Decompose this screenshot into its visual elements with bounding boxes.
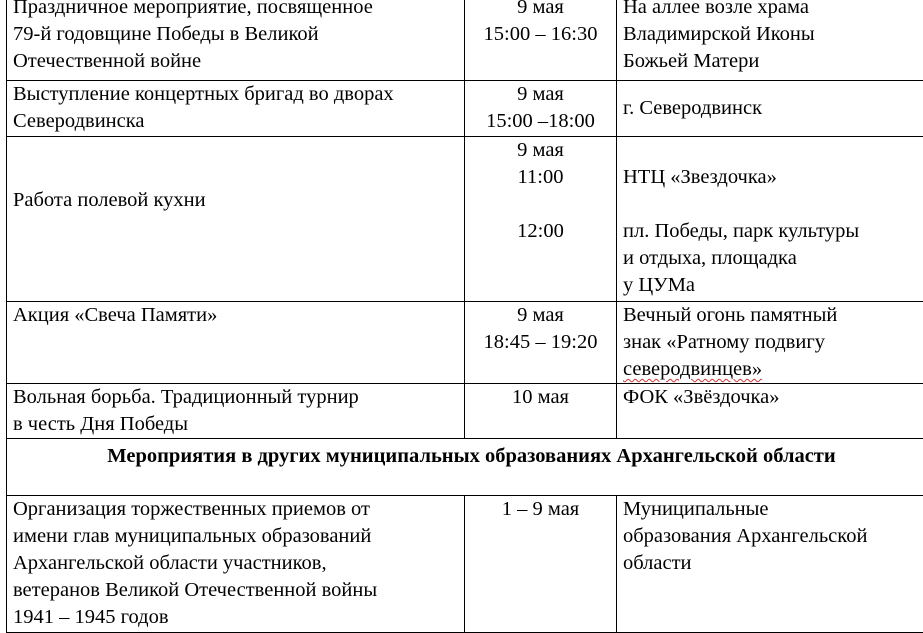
- table-row: [7, 81, 923, 137]
- event-cell: [7, 81, 465, 137]
- section-heading: [7, 439, 923, 496]
- event-line: Отечественной войне: [13, 48, 458, 75]
- event-cell: [7, 496, 465, 633]
- event-cell: [7, 137, 465, 302]
- place-line: у ЦУМа: [623, 272, 923, 299]
- date-line: 9 мая: [471, 81, 610, 108]
- event-line: имени глав муниципальных образований: [13, 523, 458, 550]
- event-cell: [7, 0, 465, 81]
- date-cell: [465, 496, 617, 633]
- date-cell: [465, 137, 617, 302]
- events-table: [6, 0, 923, 633]
- place-line: пл. Победы, парк культуры: [623, 218, 923, 245]
- place-line: знак «Ратному подвигу: [623, 329, 923, 356]
- date-cell: [465, 81, 617, 137]
- event-cell: [7, 302, 465, 384]
- place-line: и отдыха, площадка: [623, 245, 923, 272]
- section-heading-text: Мероприятия в других муниципальных образованиях Архангельской области: [13, 439, 923, 470]
- event-line: Архангельской области участников,: [13, 550, 458, 577]
- date-cell: [465, 0, 617, 81]
- place-line: г. Северодвинск: [623, 95, 923, 122]
- table-row: [7, 384, 923, 439]
- spacer: [623, 191, 923, 218]
- date-line: 1 – 9 мая: [471, 496, 610, 523]
- event-line: в честь Дня Победы: [13, 411, 458, 438]
- date-line: 9 мая: [471, 302, 610, 329]
- time-line: 12:00: [471, 218, 610, 245]
- place-cell: [617, 496, 923, 633]
- place-line: Вечный огонь памятный: [623, 302, 923, 329]
- place-line: НТЦ «Звездочка»: [623, 164, 923, 191]
- event-line: 1941 – 1945 годов: [13, 604, 458, 631]
- place-line: Владимирской Иконы: [623, 21, 923, 48]
- place-line: области: [623, 550, 923, 577]
- table-row: [7, 302, 923, 384]
- place-cell: [617, 137, 923, 302]
- time-line: 18:45 – 19:20: [471, 329, 610, 356]
- event-line: Праздничное мероприятие, посвященное: [13, 0, 458, 21]
- event-line: ветеранов Великой Отечественной войны: [13, 577, 458, 604]
- place-line: Божьей Матери: [623, 48, 923, 75]
- event-line: Северодвинска: [13, 108, 458, 135]
- date-line: 9 мая: [471, 0, 610, 21]
- event-line: Вольная борьба. Традиционный турнир: [13, 384, 458, 411]
- date-line: 9 мая: [471, 137, 610, 164]
- place-line: северодвинцев»: [623, 356, 923, 383]
- place-cell: [617, 81, 923, 137]
- spacer: [471, 191, 610, 218]
- date-line: 10 мая: [471, 384, 610, 411]
- place-cell: [617, 384, 923, 439]
- event-cell: [7, 384, 465, 439]
- table-row: [7, 0, 923, 81]
- spacer: [623, 137, 923, 164]
- time-line: 11:00: [471, 164, 610, 191]
- section-row: [7, 439, 923, 496]
- date-cell: [465, 302, 617, 384]
- time-line: 15:00 – 16:30: [471, 21, 610, 48]
- place-line: Муниципальные: [623, 496, 923, 523]
- date-cell: [465, 384, 617, 439]
- table-row: [7, 137, 923, 302]
- place-cell: [617, 0, 923, 81]
- place-line: На аллее возле храма: [623, 0, 923, 21]
- event-line: 79-й годовщине Победы в Великой: [13, 21, 458, 48]
- place-line: ФОК «Звёздочка»: [623, 384, 923, 411]
- event-line: Акция «Свеча Памяти»: [13, 302, 458, 329]
- event-line: Организация торжественных приемов от: [13, 496, 458, 523]
- place-cell: [617, 302, 923, 384]
- table-row: [7, 496, 923, 633]
- event-line: Выступление концертных бригад во дворах: [13, 81, 458, 108]
- event-line: Работа полевой кухни: [13, 187, 458, 214]
- time-line: 15:00 –18:00: [471, 108, 610, 135]
- place-line: образования Архангельской: [623, 523, 923, 550]
